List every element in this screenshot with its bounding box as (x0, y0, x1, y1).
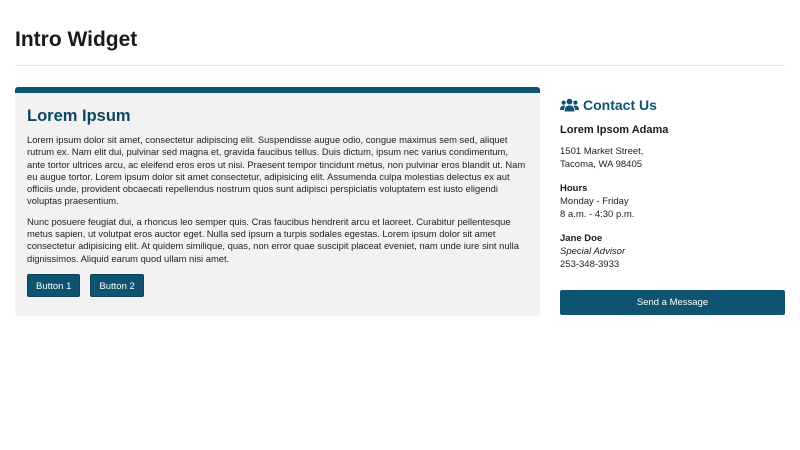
users-icon (560, 98, 579, 112)
hours-time: 8 a.m. - 4:30 p.m. (560, 208, 635, 220)
button-1[interactable]: Button 1 (27, 274, 80, 297)
address-line-1: 1501 Market Street, (560, 146, 644, 157)
person-name: Jane Doe (560, 233, 603, 244)
hours (560, 196, 785, 221)
intro-button-row (27, 274, 528, 297)
organization-name: Lorem Ipsom Adama (560, 124, 669, 136)
address-line-2: Tacoma, WA 98405 (560, 158, 643, 170)
page-title: Intro Widget (15, 28, 138, 51)
intro-card (15, 87, 540, 316)
contact-heading-label: Contact Us (583, 97, 657, 113)
intro-heading: Lorem Ipsum (27, 107, 131, 125)
button-2[interactable]: Button 2 (90, 274, 143, 297)
intro-paragraph: Lorem ipsum dolor sit amet, consectetur adipiscing elit. Suspendisse augue odio, congue maximus sem sed, aliquet rutrum ex. Nam elit dui, pulvinar sed magna et, gravida faucibus tellus. Duis dictum, ipsum nec varius condimentum, ante tortor ultrices arcu, ac eleifend eros eros ut nisi. Praesent tempor tincidunt metus, non pulvinar eros blandit ut. Nam eu augue tortor. Lorem ipsum dolor sit amet consectetur, adipisicing elit. Assumenda culpa molestias delectus ex aut officiis unde, provident obcaecati repellendus nostrum quos sunt adipisci perspiciatis voluptatem est iusto eligendi voluptas praesentium. (27, 134, 526, 207)
send-message-button[interactable]: Send a Message (560, 290, 785, 315)
title-divider (15, 65, 785, 66)
address (560, 146, 785, 171)
hours-days: Monday - Friday (560, 196, 629, 207)
person-role: Special Advisor (560, 246, 626, 257)
contact-heading (560, 97, 785, 113)
contact-panel (560, 97, 785, 271)
hours-label: Hours (560, 183, 588, 194)
intro-paragraph: Nunc posuere feugiat dui, a rhoncus leo semper quis. Cras faucibus hendrerit arcu et laoreet. Curabitur pellentesque metus sapien, ut volutpat eros auctor eget. Nulla sed ipsum a turpis sodales egestas. Lorem ipsum dolor sit amet consectetur adipisicing elit. At quidem similique, quas, non error quae suscipit placeat eveniet, nam unde iure sint nulla dignissimos. Aliquid earum quod ullam nisi amet. (27, 215, 519, 264)
person-phone: 253-348-3933 (560, 258, 620, 270)
